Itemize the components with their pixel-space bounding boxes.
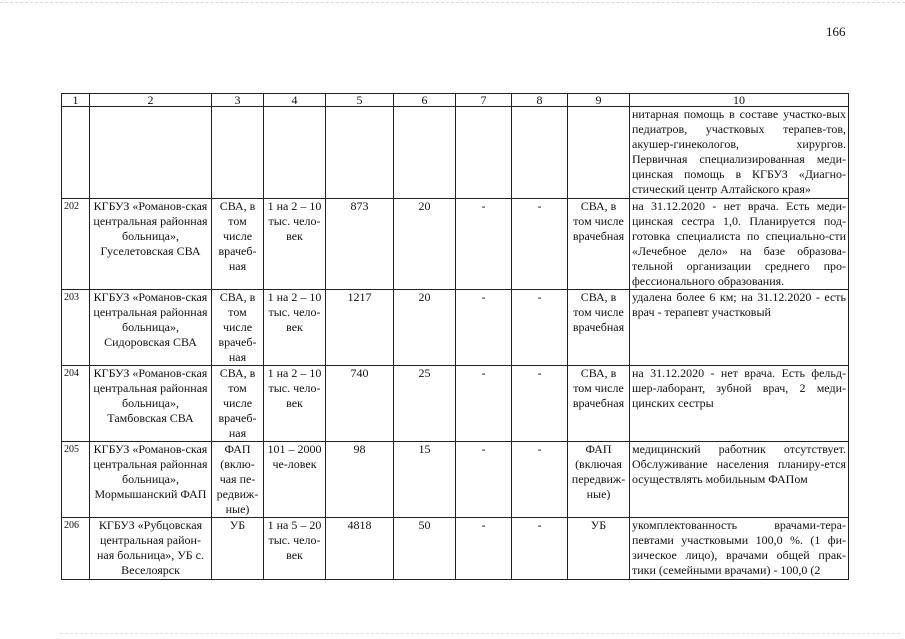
table-row (62, 290, 849, 366)
col7-value: - (456, 199, 512, 290)
row-number: 204 (62, 366, 90, 442)
comment-text: укомплектованность врачами-тера-певтами участковыми 100,0 %. (1 фи-зическое лицо), врачами общей прак-тики (семейными врачами) - 100,0 (2 (630, 518, 849, 580)
col7-value: - (456, 366, 512, 442)
facility-type: УБ (212, 518, 264, 580)
scan-top-edge (0, 2, 905, 3)
population-value: 4818 (326, 518, 394, 580)
header-cell: 1 (62, 94, 90, 107)
planned-type: ФАП (включая передвиж-ные) (568, 442, 630, 518)
facilities-table (61, 93, 849, 580)
table-row (62, 518, 849, 580)
header-cell: 3 (212, 94, 264, 107)
row-number: 206 (62, 518, 90, 580)
facility-type: СВА, в том числе врачеб-ная (212, 199, 264, 290)
header-cell: 8 (512, 94, 568, 107)
header-row (62, 94, 849, 107)
col7-value: - (456, 442, 512, 518)
distance-value: 20 (394, 290, 456, 366)
facility-type: СВА, в том числе врачеб-ная (212, 366, 264, 442)
population-value: 740 (326, 366, 394, 442)
planned-type: СВА, в том числе врачебная (568, 290, 630, 366)
header-cell: 10 (630, 94, 849, 107)
population-ratio: 1 на 2 – 10 тыс. чело-век (264, 199, 326, 290)
comment-text: медицинский работник отсутствует. Обслуживание населения планиру-ется осуществлять мобильным ФАПом (630, 442, 849, 518)
facility-name: КГБУЗ «Романов-ская центральная районная больница», Гуселетовская СВА (90, 199, 212, 290)
distance-value: 25 (394, 366, 456, 442)
header-cell: 4 (264, 94, 326, 107)
scan-bottom-edge (60, 633, 900, 634)
population-value: 873 (326, 199, 394, 290)
population-value: 1217 (326, 290, 394, 366)
row-number: 202 (62, 199, 90, 290)
planned-type: СВА, в том числе врачебная (568, 366, 630, 442)
facility-name: КГБУЗ «Романов-ская центральная районная больница», Тамбовская СВА (90, 366, 212, 442)
continuation-text: нитарная помощь в составе участко-вых педиатров, участковых терапев-тов, акушер-гинекологов, хирургов. Первичная специализированная меди-цинская помощь в КГБУЗ «Диагно-стический центр Алтайского края» (630, 107, 849, 199)
facility-name: КГБУЗ «Романов-ская центральная районная больница», Сидоровская СВА (90, 290, 212, 366)
col7-value: - (456, 290, 512, 366)
header-cell: 6 (394, 94, 456, 107)
col7-value: - (456, 518, 512, 580)
population-value: 98 (326, 442, 394, 518)
col8-value: - (512, 366, 568, 442)
comment-text: на 31.12.2020 - нет врача. Есть фельд-шер-лаборант, зубной врач, 2 меди-цинских сестры (630, 366, 849, 442)
header-cell: 2 (90, 94, 212, 107)
header-cell: 5 (326, 94, 394, 107)
population-ratio: 101 – 2000 че-ловек (264, 442, 326, 518)
page-number: 166 (826, 24, 846, 39)
table-row (62, 442, 849, 518)
col8-value: - (512, 290, 568, 366)
planned-type: УБ (568, 518, 630, 580)
facility-type: СВА, в том числе врачеб-ная (212, 290, 264, 366)
header-cell: 9 (568, 94, 630, 107)
table-row-continuation (62, 107, 849, 199)
planned-type: СВА, в том числе врачебная (568, 199, 630, 290)
population-ratio: 1 на 2 – 10 тыс. чело-век (264, 366, 326, 442)
comment-text: на 31.12.2020 - нет врача. Есть меди-цинская сестра 1,0. Планируется под-готовка специалиста по специально-сти «Лечебное дело» на базе образова-тельной организации среднего про-фессионального образования. (630, 199, 849, 290)
population-ratio: 1 на 5 – 20 тыс. чело-век (264, 518, 326, 580)
distance-value: 20 (394, 199, 456, 290)
facility-type: ФАП (вклю-чая пе-редвиж-ные) (212, 442, 264, 518)
table-row (62, 199, 849, 290)
distance-value: 15 (394, 442, 456, 518)
table-row (62, 366, 849, 442)
header-cell: 7 (456, 94, 512, 107)
distance-value: 50 (394, 518, 456, 580)
row-number: 203 (62, 290, 90, 366)
comment-text: удалена более 6 км; на 31.12.2020 - есть врач - терапевт участковый (630, 290, 849, 366)
facility-name: КГБУЗ «Романов-ская центральная районная больница», Мормышанский ФАП (90, 442, 212, 518)
col8-value: - (512, 199, 568, 290)
facility-name: КГБУЗ «Рубцовская центральная район-ная больница», УБ с. Веселоярск (90, 518, 212, 580)
row-number: 205 (62, 442, 90, 518)
col8-value: - (512, 442, 568, 518)
col8-value: - (512, 518, 568, 580)
population-ratio: 1 на 2 – 10 тыс. чело-век (264, 290, 326, 366)
